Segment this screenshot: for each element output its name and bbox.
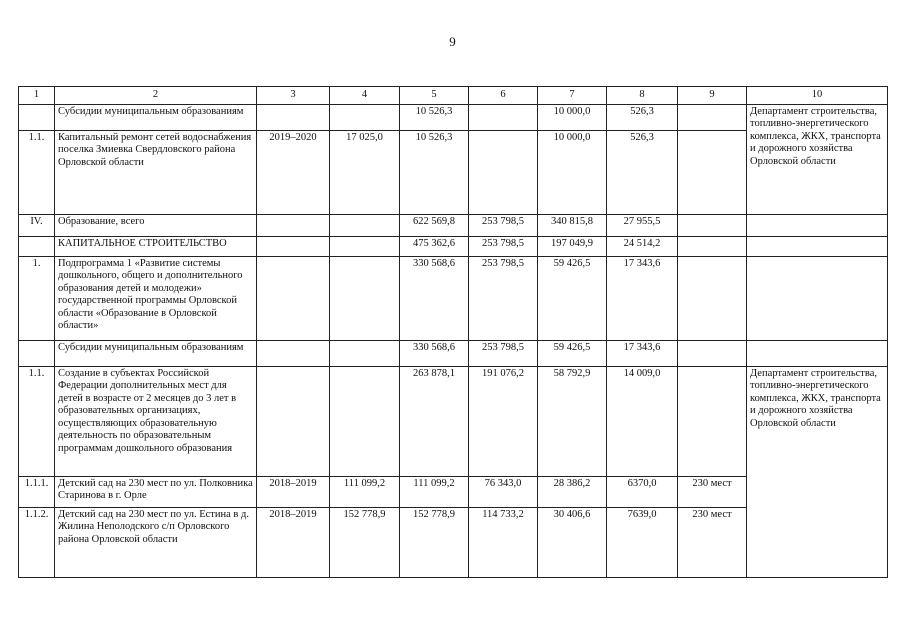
row-period bbox=[257, 256, 330, 340]
table-row bbox=[19, 256, 888, 340]
row-cost: 111 099,2 bbox=[330, 476, 400, 507]
row-municipal: 27 955,5 bbox=[607, 214, 678, 236]
row-cost bbox=[330, 104, 400, 130]
row-total: 111 099,2 bbox=[400, 476, 469, 507]
table-row bbox=[19, 104, 888, 130]
row-period bbox=[257, 214, 330, 236]
row-number bbox=[19, 104, 55, 130]
row-regional: 59 426,5 bbox=[538, 340, 607, 366]
row-name: Капитальный ремонт сетей водоснабжения поселка Змиевка Свердловского района Орловской области bbox=[55, 130, 257, 214]
row-municipal: 7639,0 bbox=[607, 507, 678, 577]
row-total: 263 878,1 bbox=[400, 366, 469, 476]
row-name: Детский сад на 230 мест по ул. Полковника Старинова в г. Орле bbox=[55, 476, 257, 507]
row-municipal: 24 514,2 bbox=[607, 236, 678, 256]
row-number bbox=[19, 236, 55, 256]
row-cost: 152 778,9 bbox=[330, 507, 400, 577]
column-header: 4 bbox=[330, 87, 400, 105]
row-regional: 197 049,9 bbox=[538, 236, 607, 256]
row-federal: 253 798,5 bbox=[469, 340, 538, 366]
row-regional: 58 792,9 bbox=[538, 366, 607, 476]
header-row bbox=[19, 87, 888, 105]
row-federal: 253 798,5 bbox=[469, 236, 538, 256]
row-cost bbox=[330, 214, 400, 236]
row-capacity bbox=[678, 256, 747, 340]
row-period: 2019–2020 bbox=[257, 130, 330, 214]
column-header: 9 bbox=[678, 87, 747, 105]
row-total: 330 568,6 bbox=[400, 340, 469, 366]
row-number: 1.1. bbox=[19, 366, 55, 476]
row-federal bbox=[469, 104, 538, 130]
row-number: 1. bbox=[19, 256, 55, 340]
row-cost bbox=[330, 256, 400, 340]
row-total: 330 568,6 bbox=[400, 256, 469, 340]
row-period bbox=[257, 366, 330, 476]
column-header: 3 bbox=[257, 87, 330, 105]
row-regional: 59 426,5 bbox=[538, 256, 607, 340]
row-total: 10 526,3 bbox=[400, 130, 469, 214]
column-header: 8 bbox=[607, 87, 678, 105]
row-capacity bbox=[678, 104, 747, 130]
row-number: IV. bbox=[19, 214, 55, 236]
row-capacity bbox=[678, 366, 747, 476]
row-number: 1.1. bbox=[19, 130, 55, 214]
row-municipal: 6370,0 bbox=[607, 476, 678, 507]
row-name: Образование, всего bbox=[55, 214, 257, 236]
row-total: 622 569,8 bbox=[400, 214, 469, 236]
row-cost bbox=[330, 340, 400, 366]
table-row bbox=[19, 214, 888, 236]
row-federal: 253 798,5 bbox=[469, 214, 538, 236]
row-cost: 17 025,0 bbox=[330, 130, 400, 214]
row-federal: 114 733,2 bbox=[469, 507, 538, 577]
table-row bbox=[19, 340, 888, 366]
row-cost bbox=[330, 366, 400, 476]
row-name: Подпрограмма 1 «Развитие системы дошкольного, общего и дополнительного образования детей и молодежи» государственной программы Орловской области «Образование в Орловской области» bbox=[55, 256, 257, 340]
row-total: 475 362,6 bbox=[400, 236, 469, 256]
row-period bbox=[257, 104, 330, 130]
row-municipal: 17 343,6 bbox=[607, 256, 678, 340]
column-header: 5 bbox=[400, 87, 469, 105]
row-capacity bbox=[678, 236, 747, 256]
row-regional: 340 815,8 bbox=[538, 214, 607, 236]
row-municipal: 14 009,0 bbox=[607, 366, 678, 476]
row-number: 1.1.2. bbox=[19, 507, 55, 577]
row-cost bbox=[330, 236, 400, 256]
row-name: Субсидии муниципальным образованиям bbox=[55, 104, 257, 130]
row-regional: 28 386,2 bbox=[538, 476, 607, 507]
row-period: 2018–2019 bbox=[257, 476, 330, 507]
department-cell: Департамент строительства, топливно-энергетического комплекса, ЖКХ, транспорта и дорожного хозяйства Орловской области bbox=[747, 104, 888, 214]
row-total: 10 526,3 bbox=[400, 104, 469, 130]
row-capacity: 230 мест bbox=[678, 507, 747, 577]
row-capacity bbox=[678, 214, 747, 236]
row-name: Детский сад на 230 мест по ул. Естина в д. Жилина Неполодского с/п Орловского района Орловской области bbox=[55, 507, 257, 577]
row-capacity: 230 мест bbox=[678, 476, 747, 507]
row-capacity bbox=[678, 340, 747, 366]
row-municipal: 17 343,6 bbox=[607, 340, 678, 366]
department-cell-empty bbox=[747, 236, 888, 256]
row-capacity bbox=[678, 130, 747, 214]
row-federal bbox=[469, 130, 538, 214]
department-cell: Департамент строительства, топливно-энергетического комплекса, ЖКХ, транспорта и дорожного хозяйства Орловской области bbox=[747, 366, 888, 577]
column-header: 6 bbox=[469, 87, 538, 105]
column-header: 10 bbox=[747, 87, 888, 105]
table-row bbox=[19, 366, 888, 476]
row-period bbox=[257, 340, 330, 366]
page-number: 9 bbox=[449, 34, 456, 49]
column-header: 1 bbox=[19, 87, 55, 105]
row-municipal: 526,3 bbox=[607, 104, 678, 130]
row-regional: 30 406,6 bbox=[538, 507, 607, 577]
row-number bbox=[19, 340, 55, 366]
row-municipal: 526,3 bbox=[607, 130, 678, 214]
row-total: 152 778,9 bbox=[400, 507, 469, 577]
row-name: КАПИТАЛЬНОЕ СТРОИТЕЛЬСТВО bbox=[55, 236, 257, 256]
column-header: 7 bbox=[538, 87, 607, 105]
row-regional: 10 000,0 bbox=[538, 130, 607, 214]
budget-table bbox=[18, 86, 888, 578]
row-period bbox=[257, 236, 330, 256]
row-regional: 10 000,0 bbox=[538, 104, 607, 130]
table-row bbox=[19, 236, 888, 256]
department-cell-empty bbox=[747, 340, 888, 366]
column-header: 2 bbox=[55, 87, 257, 105]
row-period: 2018–2019 bbox=[257, 507, 330, 577]
department-cell-empty bbox=[747, 214, 888, 236]
row-name: Субсидии муниципальным образованиям bbox=[55, 340, 257, 366]
row-federal: 76 343,0 bbox=[469, 476, 538, 507]
department-cell-empty bbox=[747, 256, 888, 340]
row-federal: 253 798,5 bbox=[469, 256, 538, 340]
row-name: Создание в субъектах Российской Федерации дополнительных мест для детей в возрасте от 2 месяцев до 3 лет в образовательных организациях, осуществляющих образовательную деятельность по образовательным программам дошкольного образования bbox=[55, 366, 257, 476]
row-number: 1.1.1. bbox=[19, 476, 55, 507]
row-federal: 191 076,2 bbox=[469, 366, 538, 476]
